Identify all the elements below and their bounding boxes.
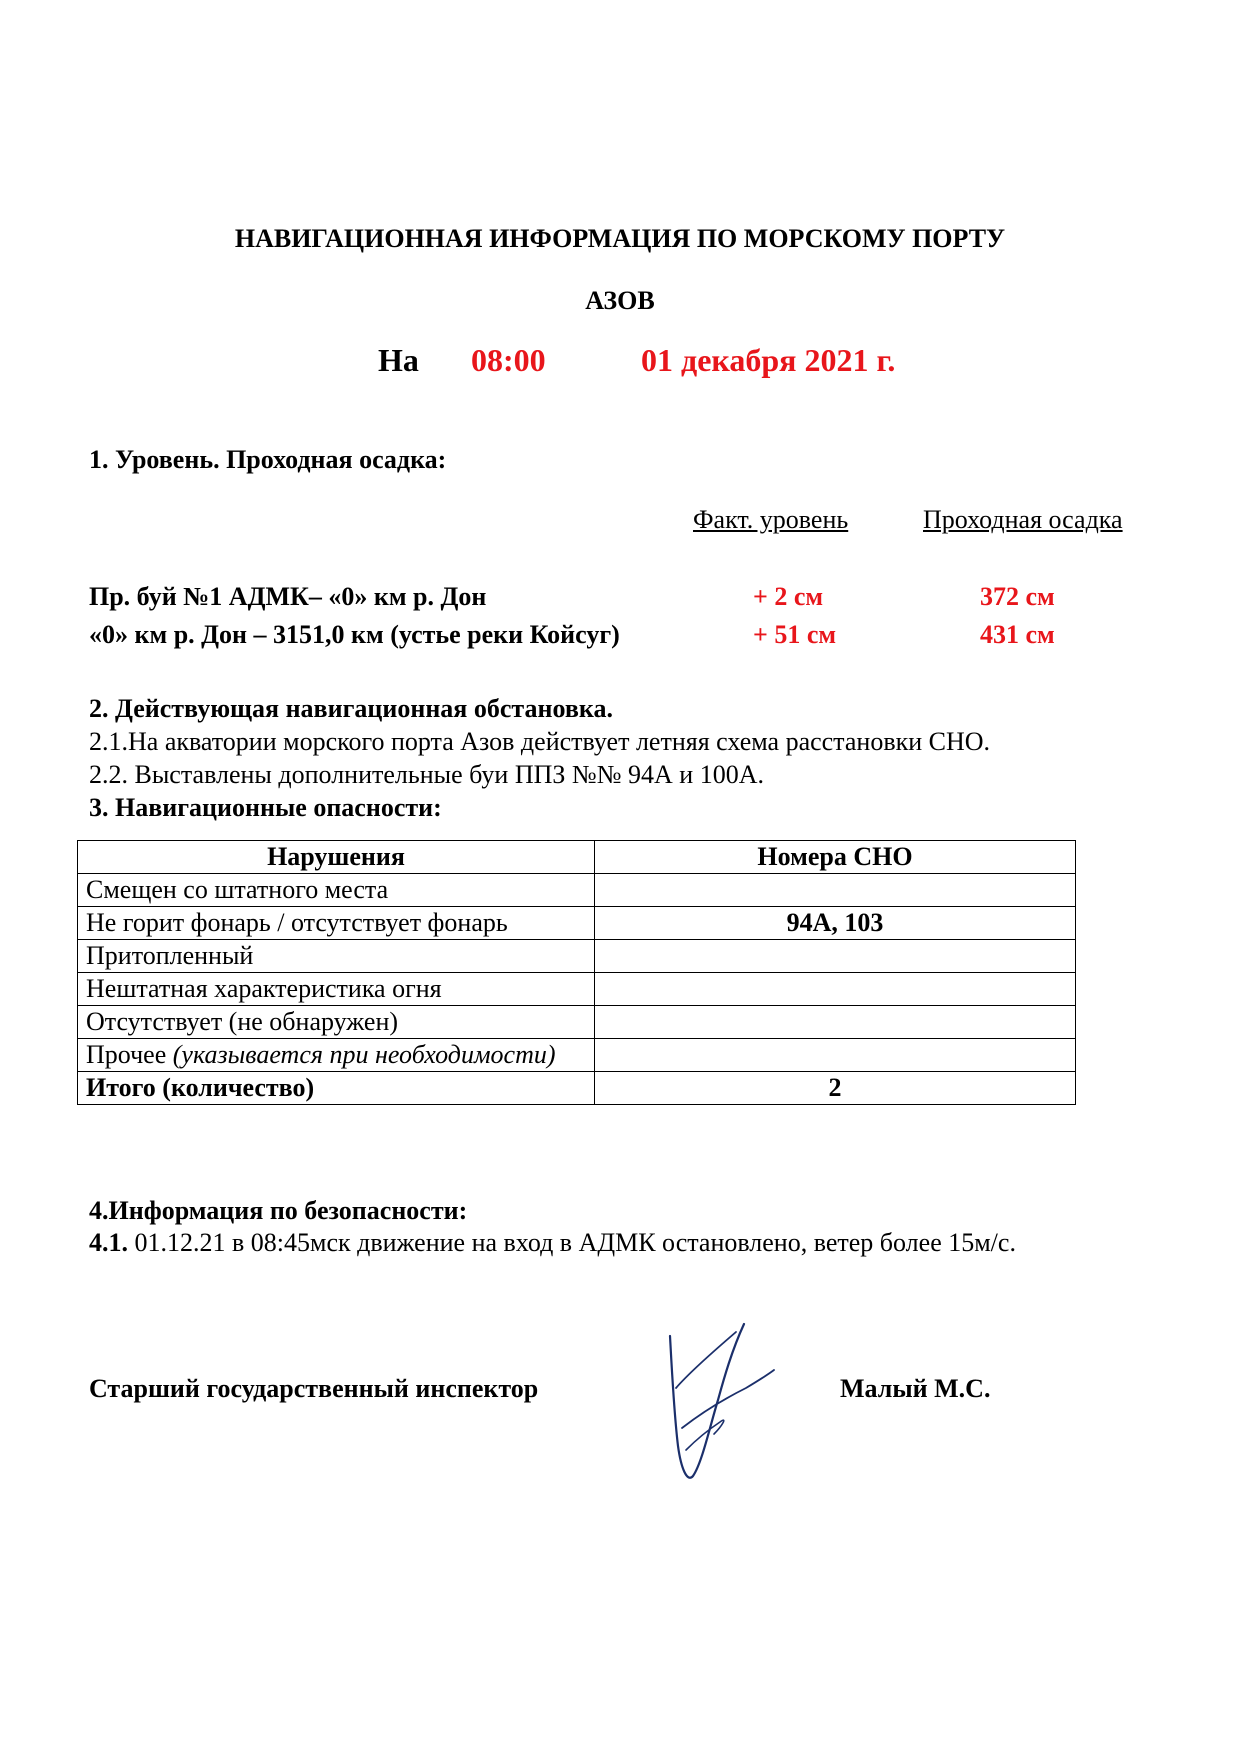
- port-name: АЗОВ: [585, 286, 655, 315]
- section2-heading: 2. Действующая навигационная обстановка.: [89, 694, 613, 723]
- section4-item-number: 4.1.: [89, 1228, 128, 1257]
- table-header-cell: Номера СНО: [595, 841, 1076, 874]
- total-label: Итого (количество): [78, 1072, 595, 1105]
- column-header-draft: Проходная осадка: [923, 505, 1123, 534]
- signer-name: Малый М.С.: [840, 1374, 991, 1403]
- violation-cell: Нештатная характеристика огня: [78, 973, 595, 1006]
- report-time: 08:00: [471, 342, 546, 378]
- level-row-value: + 2 см: [753, 582, 824, 611]
- level-row-place: «0» км р. Дон – 3151,0 км (устье реки Койсуг): [89, 620, 620, 649]
- violation-cell: Смещен со штатного места: [78, 874, 595, 907]
- other-note: (указывается при необходимости): [172, 1040, 556, 1069]
- section4-item-text: 01.12.21 в 08:45мск движение на вход в АДМК остановлено, ветер более 15м/с.: [128, 1228, 1016, 1257]
- violation-cell: [78, 1039, 595, 1072]
- table-row: [78, 973, 1076, 1006]
- handwritten-signature: [662, 1318, 792, 1488]
- table-row: [78, 907, 1076, 940]
- section1-heading: 1. Уровень. Проходная осадка:: [89, 445, 447, 474]
- numbers-cell: 94А, 103: [595, 907, 1076, 940]
- section2-item: 2.2. Выставлены дополнительные буи ППЗ №№ 94А и 100А.: [89, 760, 764, 789]
- date-prefix: На: [378, 342, 419, 378]
- violation-cell: Не горит фонарь / отсутствует фонарь: [78, 907, 595, 940]
- table-row: [78, 940, 1076, 973]
- level-row-place: Пр. буй №1 АДМК– «0» км р. Дон: [89, 582, 487, 611]
- level-row-draft: 372 см: [980, 582, 1055, 611]
- table-row: [78, 1039, 1076, 1072]
- table-row: [78, 874, 1076, 907]
- numbers-cell: [595, 1006, 1076, 1039]
- report-date: 01 декабря 2021 г.: [641, 342, 896, 378]
- numbers-cell: [595, 874, 1076, 907]
- table-header-row: [78, 841, 1076, 874]
- total-value: 2: [595, 1072, 1076, 1105]
- level-row-draft: 431 см: [980, 620, 1055, 649]
- numbers-cell: [595, 1039, 1076, 1072]
- violation-cell: Притопленный: [78, 940, 595, 973]
- column-header-level: Факт. уровень: [693, 505, 849, 534]
- section2-item: 2.1.На акватории морского порта Азов действует летняя схема расстановки СНО.: [89, 727, 991, 756]
- other-label: Прочее: [86, 1040, 173, 1069]
- hazards-table: [77, 840, 1076, 1105]
- section4-item: [89, 1228, 1016, 1258]
- signer-role: Старший государственный инспектор: [89, 1374, 539, 1403]
- total-row: [78, 1072, 1076, 1105]
- violation-cell: Отсутствует (не обнаружен): [78, 1006, 595, 1039]
- section4-heading: 4.Информация по безопасности:: [89, 1196, 468, 1225]
- numbers-cell: [595, 973, 1076, 1006]
- level-row-value: + 51 см: [753, 620, 837, 649]
- table-header-cell: Нарушения: [78, 841, 595, 874]
- table-row: [78, 1006, 1076, 1039]
- section3-heading: 3. Навигационные опасности:: [89, 793, 442, 822]
- document-title: НАВИГАЦИОННАЯ ИНФОРМАЦИЯ ПО МОРСКОМУ ПОРТУ: [234, 224, 1006, 253]
- numbers-cell: [595, 940, 1076, 973]
